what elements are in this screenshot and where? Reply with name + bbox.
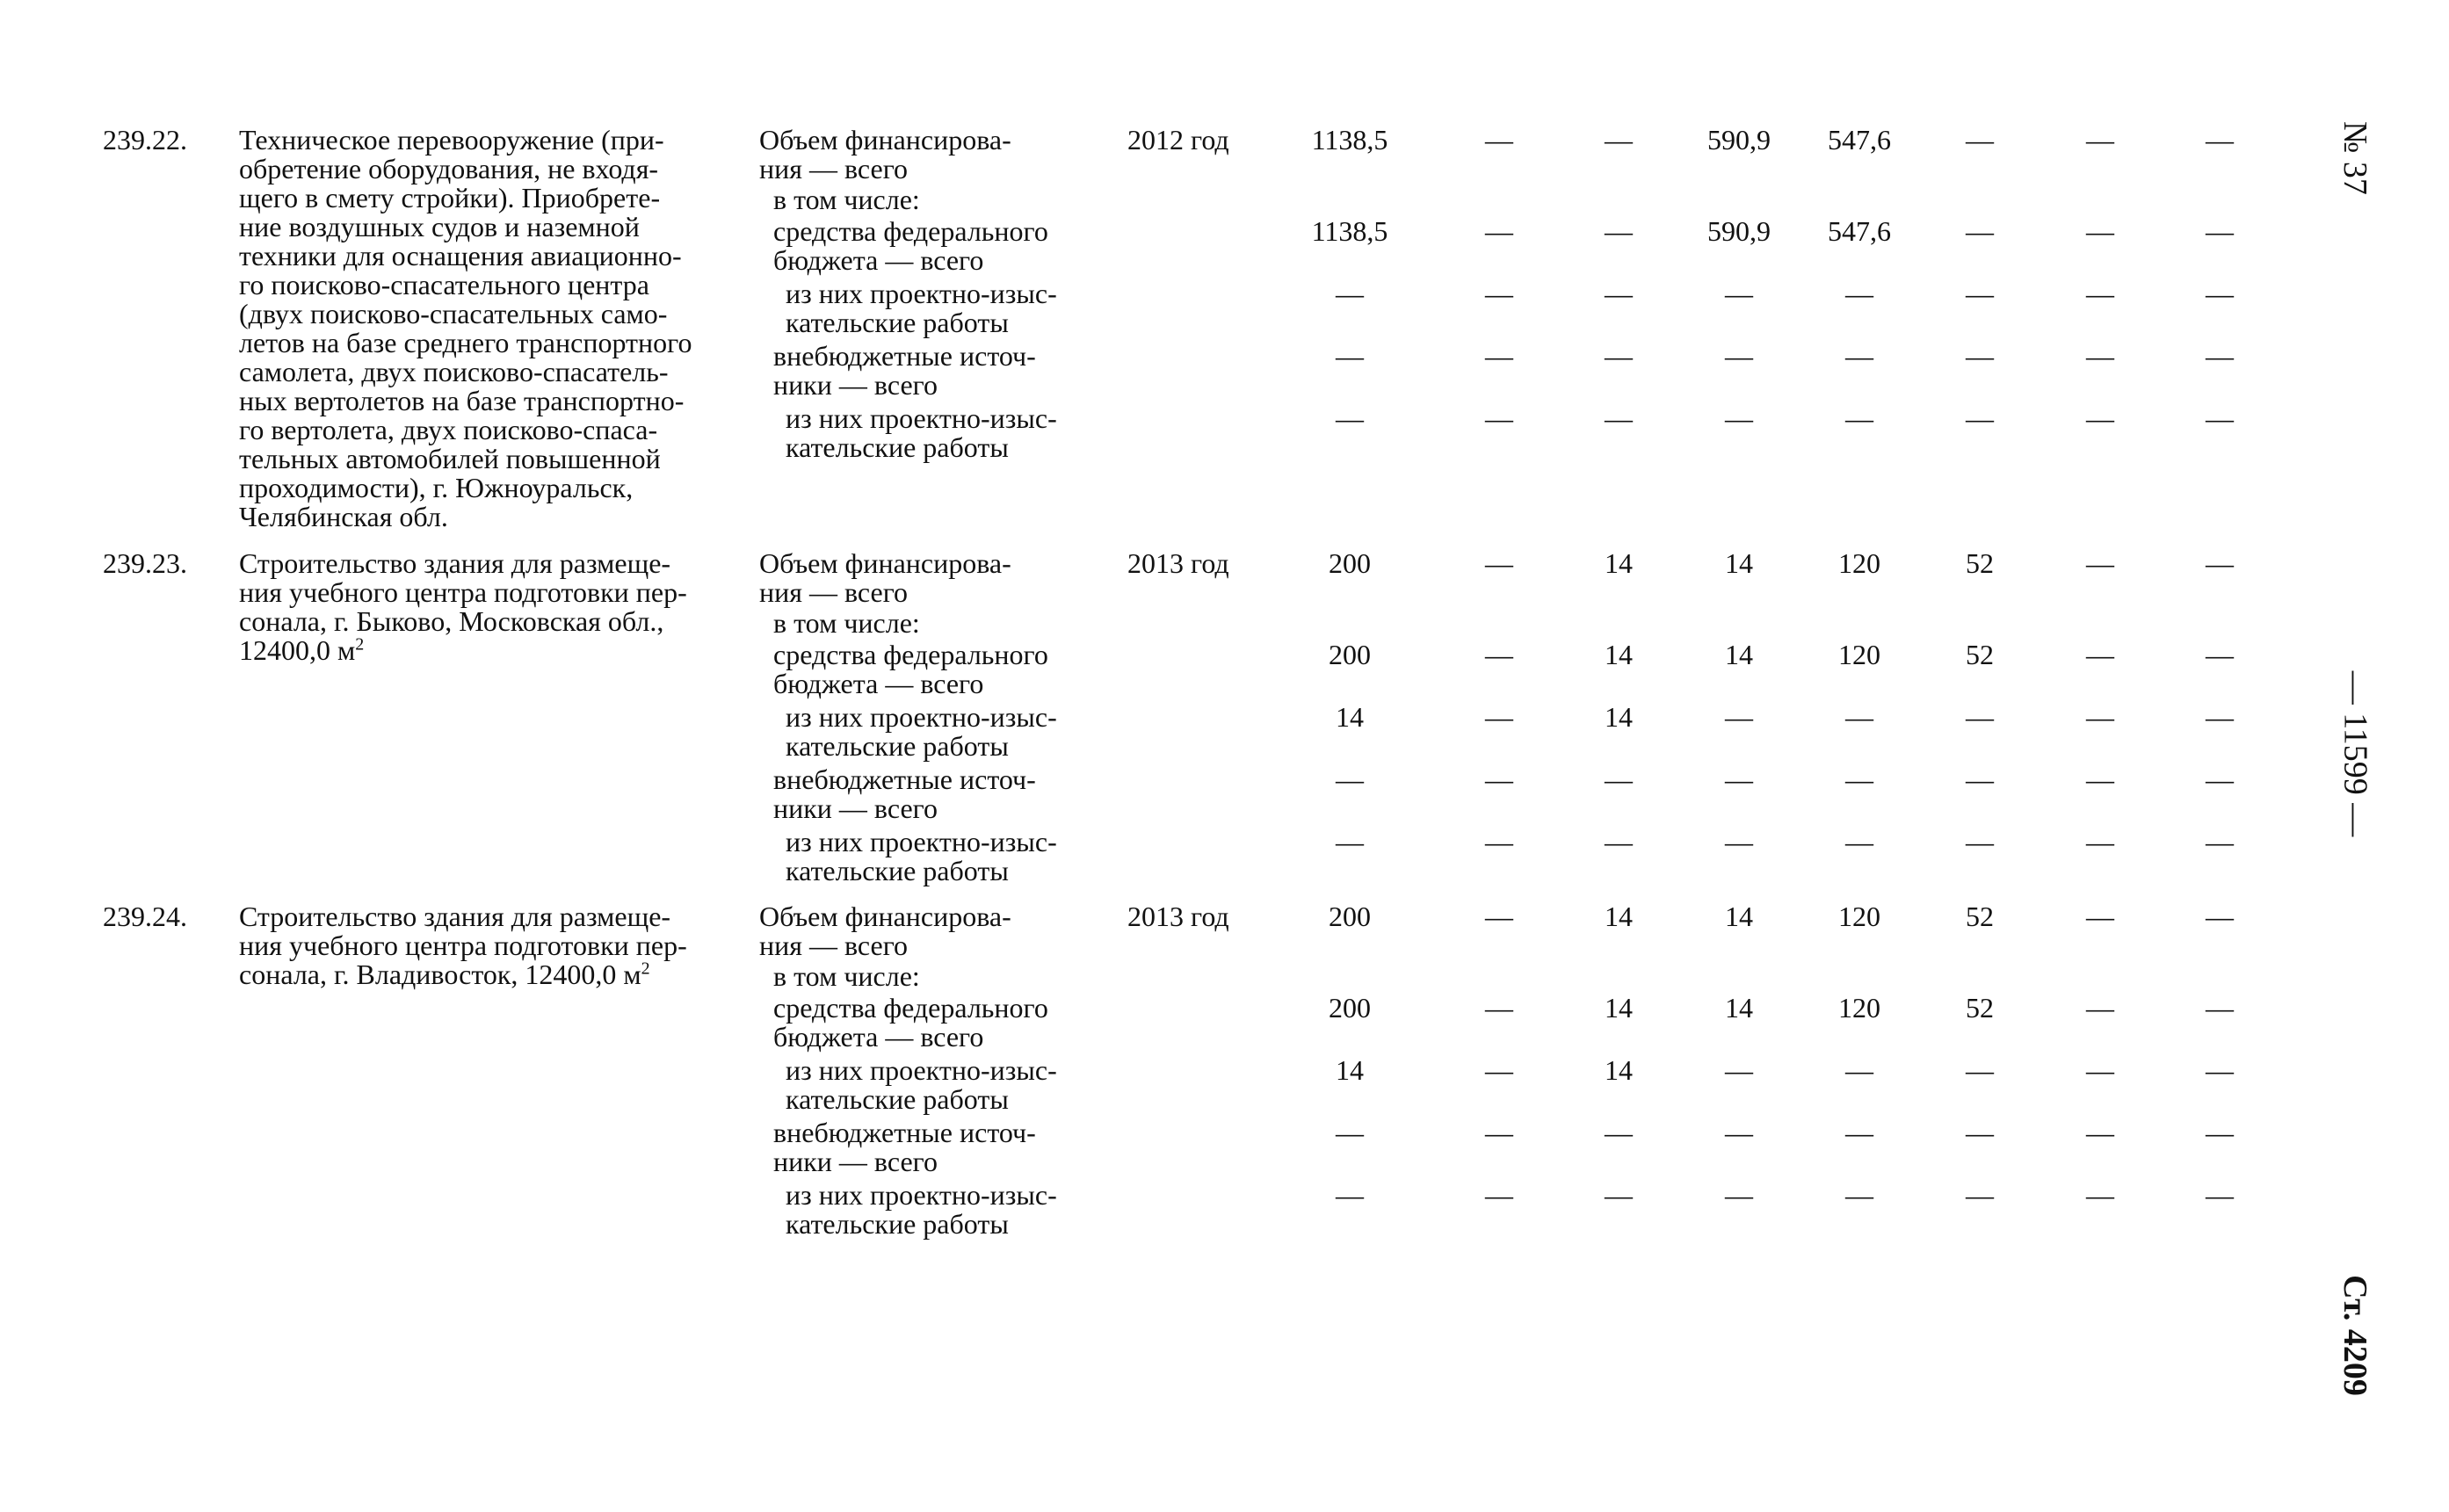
unit-superscript: 2 xyxy=(641,959,650,979)
row-value: 200 xyxy=(1329,992,1371,1024)
entry-number: 239.23. xyxy=(103,547,187,579)
row-value: — xyxy=(1485,124,1513,156)
row-value: — xyxy=(1605,340,1633,372)
row-value: 14 xyxy=(1725,992,1753,1024)
description-line xyxy=(239,155,728,184)
description-text: Строительство здания для размеще- xyxy=(239,901,671,932)
row-value: — xyxy=(1966,124,1994,156)
row-value: — xyxy=(1336,763,1364,795)
row-value: 120 xyxy=(1838,992,1880,1024)
entry-number: 239.22. xyxy=(103,124,187,156)
row-label-line: средства федерального xyxy=(773,215,1048,247)
description-line xyxy=(239,549,728,578)
row-value: — xyxy=(2086,278,2114,309)
description-text: Техническое перевооружение (при- xyxy=(239,124,664,156)
row-value: — xyxy=(2086,1179,2114,1211)
description-text: щего в смету стройки). Приобрете- xyxy=(239,182,661,213)
description-line xyxy=(239,300,728,329)
row-label-line: бюджета — всего xyxy=(773,1021,984,1053)
row-value: — xyxy=(2206,215,2234,247)
row-value: 1138,5 xyxy=(1311,124,1388,156)
description-text: сонала, г. Владивосток, 12400,0 м xyxy=(239,959,641,990)
row-value: 120 xyxy=(1838,639,1880,670)
row-value: — xyxy=(2206,992,2234,1024)
row-value: — xyxy=(1966,826,1994,857)
entry-year: 2013 год xyxy=(1127,547,1229,579)
row-label-line: из них проектно-изыс- xyxy=(786,1054,1057,1086)
row-value: — xyxy=(1845,701,1873,733)
row-value: — xyxy=(1485,215,1513,247)
entry-description xyxy=(239,126,728,532)
row-label xyxy=(786,404,1083,462)
row-label xyxy=(773,185,1083,214)
description-line xyxy=(239,474,728,503)
description-text: летов на базе среднего транспортного xyxy=(239,327,692,358)
row-value: 547,6 xyxy=(1828,215,1891,247)
row-value: — xyxy=(1336,340,1364,372)
row-value: — xyxy=(1485,1054,1513,1086)
row-value: — xyxy=(2206,826,2234,857)
row-value: — xyxy=(1725,826,1753,857)
row-value: 52 xyxy=(1966,992,1994,1024)
row-label xyxy=(786,1056,1083,1114)
description-line xyxy=(239,387,728,416)
description-text: самолета, двух поисково-спасатель- xyxy=(239,356,669,387)
row-value: — xyxy=(1725,763,1753,795)
row-value: — xyxy=(2086,124,2114,156)
row-label-line: ники — всего xyxy=(773,369,938,401)
row-label-line: в том числе: xyxy=(773,960,920,992)
row-label-line: внебюджетные источ- xyxy=(773,1117,1036,1148)
row-label xyxy=(773,342,1083,400)
row-value: — xyxy=(2086,215,2114,247)
description-line xyxy=(239,358,728,387)
row-value: — xyxy=(1485,1179,1513,1211)
row-value: 14 xyxy=(1725,547,1753,579)
row-value: — xyxy=(1845,1054,1873,1086)
row-value: — xyxy=(1725,1054,1753,1086)
row-value: — xyxy=(1605,1179,1633,1211)
row-value: — xyxy=(1485,763,1513,795)
page-number: — 11599 — xyxy=(2336,670,2373,837)
description-text: Строительство здания для размеще- xyxy=(239,547,671,579)
description-line xyxy=(239,184,728,213)
row-value: — xyxy=(1966,402,1994,434)
row-value: — xyxy=(1336,1117,1364,1148)
row-label-line: из них проектно-изыс- xyxy=(786,1179,1057,1211)
description-line xyxy=(239,960,728,989)
row-value: 590,9 xyxy=(1707,124,1771,156)
row-label-line: Объем финансирова- xyxy=(759,124,1011,156)
description-text: ние воздушных судов и наземной xyxy=(239,211,640,242)
description-line xyxy=(239,271,728,300)
row-value: — xyxy=(2086,402,2114,434)
row-label-line: из них проектно-изыс- xyxy=(786,278,1057,309)
row-label-line: из них проектно-изыс- xyxy=(786,402,1057,434)
row-label-line: внебюджетные источ- xyxy=(773,763,1036,795)
description-text: сонала, г. Быково, Московская обл., xyxy=(239,605,664,637)
description-text: ния учебного центра подготовки пер- xyxy=(239,930,687,961)
entry-description xyxy=(239,902,728,989)
description-line xyxy=(239,902,728,931)
row-value: — xyxy=(1845,826,1873,857)
row-value: 52 xyxy=(1966,639,1994,670)
row-label-line: ния — всего xyxy=(759,930,909,961)
row-value: — xyxy=(1966,1117,1994,1148)
entry-description xyxy=(239,549,728,665)
row-label-line: кательские работы xyxy=(786,730,1009,762)
row-value: — xyxy=(2206,402,2234,434)
description-line xyxy=(239,416,728,445)
row-label-line: из них проектно-изыс- xyxy=(786,701,1057,733)
row-value: — xyxy=(2206,340,2234,372)
row-label-line: Объем финансирова- xyxy=(759,547,1011,579)
entry-number: 239.24. xyxy=(103,901,187,932)
row-value: 590,9 xyxy=(1707,215,1771,247)
row-value: — xyxy=(1485,402,1513,434)
row-label xyxy=(773,1118,1083,1176)
row-value: — xyxy=(1485,547,1513,579)
row-label xyxy=(786,279,1083,337)
row-label-line: ники — всего xyxy=(773,792,938,824)
row-value: 14 xyxy=(1605,547,1633,579)
description-text: ния учебного центра подготовки пер- xyxy=(239,576,687,608)
description-text: го вертолета, двух поисково-спаса- xyxy=(239,414,658,445)
row-label xyxy=(773,962,1083,991)
row-value: 547,6 xyxy=(1828,124,1891,156)
row-label-line: в том числе: xyxy=(773,607,920,639)
description-line xyxy=(239,931,728,960)
row-value: — xyxy=(2086,639,2114,670)
row-label-line: бюджета — всего xyxy=(773,244,984,276)
description-line xyxy=(239,126,728,155)
row-label-line: кательские работы xyxy=(786,1208,1009,1240)
row-label xyxy=(759,549,1083,607)
row-label-line: из них проектно-изыс- xyxy=(786,826,1057,857)
row-label-line: кательские работы xyxy=(786,1083,1009,1115)
row-label-line: в том числе: xyxy=(773,184,920,215)
row-value: 14 xyxy=(1605,701,1633,733)
row-label-line: кательские работы xyxy=(786,431,1009,463)
description-line xyxy=(239,636,728,665)
description-text: обретение оборудования, не входя- xyxy=(239,153,659,184)
row-value: — xyxy=(2206,1117,2234,1148)
description-text: ных вертолетов на базе транспортно- xyxy=(239,385,685,416)
row-label-line: ния — всего xyxy=(759,153,909,184)
row-value: — xyxy=(2086,701,2114,733)
row-value: — xyxy=(2086,547,2114,579)
row-value: — xyxy=(1966,701,1994,733)
entry-year: 2013 год xyxy=(1127,901,1229,932)
row-value: — xyxy=(1605,402,1633,434)
row-value: 14 xyxy=(1605,992,1633,1024)
row-label-line: Объем финансирова- xyxy=(759,901,1011,932)
row-value: 14 xyxy=(1336,1054,1364,1086)
row-label-line: бюджета — всего xyxy=(773,668,984,699)
description-text: Челябинская обл. xyxy=(239,501,448,532)
row-value: — xyxy=(1485,826,1513,857)
row-value: — xyxy=(1605,124,1633,156)
row-value: — xyxy=(1485,340,1513,372)
row-value: 14 xyxy=(1725,901,1753,932)
row-value: 14 xyxy=(1336,701,1364,733)
row-value: — xyxy=(1605,763,1633,795)
row-value: — xyxy=(2086,992,2114,1024)
row-value: — xyxy=(1605,826,1633,857)
description-text: проходимости), г. Южноуральск, xyxy=(239,472,634,503)
row-value: — xyxy=(1845,1117,1873,1148)
row-label xyxy=(773,994,1083,1052)
row-value: — xyxy=(2206,639,2234,670)
row-value: — xyxy=(1725,402,1753,434)
row-label-line: ния — всего xyxy=(759,576,909,608)
row-value: — xyxy=(1336,278,1364,309)
row-value: — xyxy=(2206,1054,2234,1086)
description-text: го поисково-спасательного центра xyxy=(239,269,649,300)
row-value: — xyxy=(1966,1179,1994,1211)
row-value: — xyxy=(1725,1117,1753,1148)
row-value: — xyxy=(1845,1179,1873,1211)
row-value: — xyxy=(1966,215,1994,247)
description-text: тельных автомобилей повышенной xyxy=(239,443,661,474)
description-line xyxy=(239,578,728,607)
article-number: Ст. 4209 xyxy=(2336,1275,2373,1396)
row-value: — xyxy=(1485,1117,1513,1148)
row-value: — xyxy=(1725,340,1753,372)
row-value: — xyxy=(1725,701,1753,733)
row-value: 52 xyxy=(1966,901,1994,932)
description-text: техники для оснащения авиационно- xyxy=(239,240,682,271)
row-value: — xyxy=(1485,639,1513,670)
row-value: — xyxy=(1845,278,1873,309)
row-value: 200 xyxy=(1329,547,1371,579)
row-value: — xyxy=(2206,1179,2234,1211)
row-value: — xyxy=(1966,763,1994,795)
row-label xyxy=(786,1181,1083,1239)
row-value: 14 xyxy=(1725,639,1753,670)
row-value: — xyxy=(2086,1117,2114,1148)
row-value: 14 xyxy=(1605,901,1633,932)
issue-number: № 37 xyxy=(2336,121,2373,195)
row-value: 120 xyxy=(1838,547,1880,579)
description-line xyxy=(239,445,728,474)
row-value: 14 xyxy=(1605,1054,1633,1086)
row-value: — xyxy=(1605,278,1633,309)
row-value: 120 xyxy=(1838,901,1880,932)
row-value: 200 xyxy=(1329,639,1371,670)
description-line xyxy=(239,607,728,636)
row-value: — xyxy=(1336,826,1364,857)
entry-year: 2012 год xyxy=(1127,124,1229,156)
row-value: — xyxy=(2086,826,2114,857)
row-value: — xyxy=(1845,763,1873,795)
row-value: 52 xyxy=(1966,547,1994,579)
row-value: — xyxy=(1845,340,1873,372)
row-value: — xyxy=(1485,992,1513,1024)
row-label-line: средства федерального xyxy=(773,639,1048,670)
row-label xyxy=(786,828,1083,886)
row-label xyxy=(773,609,1083,638)
description-text: 12400,0 м xyxy=(239,634,356,666)
row-value: — xyxy=(1966,340,1994,372)
row-label xyxy=(773,765,1083,823)
row-value: — xyxy=(1485,901,1513,932)
row-value: — xyxy=(2086,340,2114,372)
description-line xyxy=(239,329,728,358)
row-value: — xyxy=(1605,215,1633,247)
row-value: — xyxy=(2206,763,2234,795)
description-text: (двух поисково-спасательных само- xyxy=(239,298,668,329)
row-value: — xyxy=(1336,1179,1364,1211)
description-line xyxy=(239,503,728,532)
row-value: — xyxy=(1485,278,1513,309)
row-value: — xyxy=(1336,402,1364,434)
row-label xyxy=(759,126,1083,184)
description-line xyxy=(239,213,728,242)
row-value: 200 xyxy=(1329,901,1371,932)
row-label xyxy=(759,902,1083,960)
row-label xyxy=(773,640,1083,698)
row-value: — xyxy=(1845,402,1873,434)
unit-superscript: 2 xyxy=(355,634,365,655)
row-label xyxy=(773,217,1083,275)
row-label-line: кательские работы xyxy=(786,855,1009,886)
row-value: — xyxy=(2086,901,2114,932)
row-value: — xyxy=(2086,1054,2114,1086)
row-label-line: внебюджетные источ- xyxy=(773,340,1036,372)
row-value: — xyxy=(2206,547,2234,579)
row-value: 1138,5 xyxy=(1311,215,1388,247)
row-value: — xyxy=(1485,701,1513,733)
row-label-line: средства федерального xyxy=(773,992,1048,1024)
row-value: — xyxy=(1725,278,1753,309)
description-line xyxy=(239,242,728,271)
row-label-line: кательские работы xyxy=(786,307,1009,338)
row-value: — xyxy=(1725,1179,1753,1211)
row-value: — xyxy=(1605,1117,1633,1148)
row-value: — xyxy=(2206,701,2234,733)
row-label-line: ники — всего xyxy=(773,1146,938,1177)
row-value: — xyxy=(2086,763,2114,795)
row-value: — xyxy=(1966,1054,1994,1086)
row-value: 14 xyxy=(1605,639,1633,670)
row-value: — xyxy=(2206,278,2234,309)
row-label xyxy=(786,703,1083,761)
row-value: — xyxy=(2206,901,2234,932)
row-value: — xyxy=(1966,278,1994,309)
row-value: — xyxy=(2206,124,2234,156)
